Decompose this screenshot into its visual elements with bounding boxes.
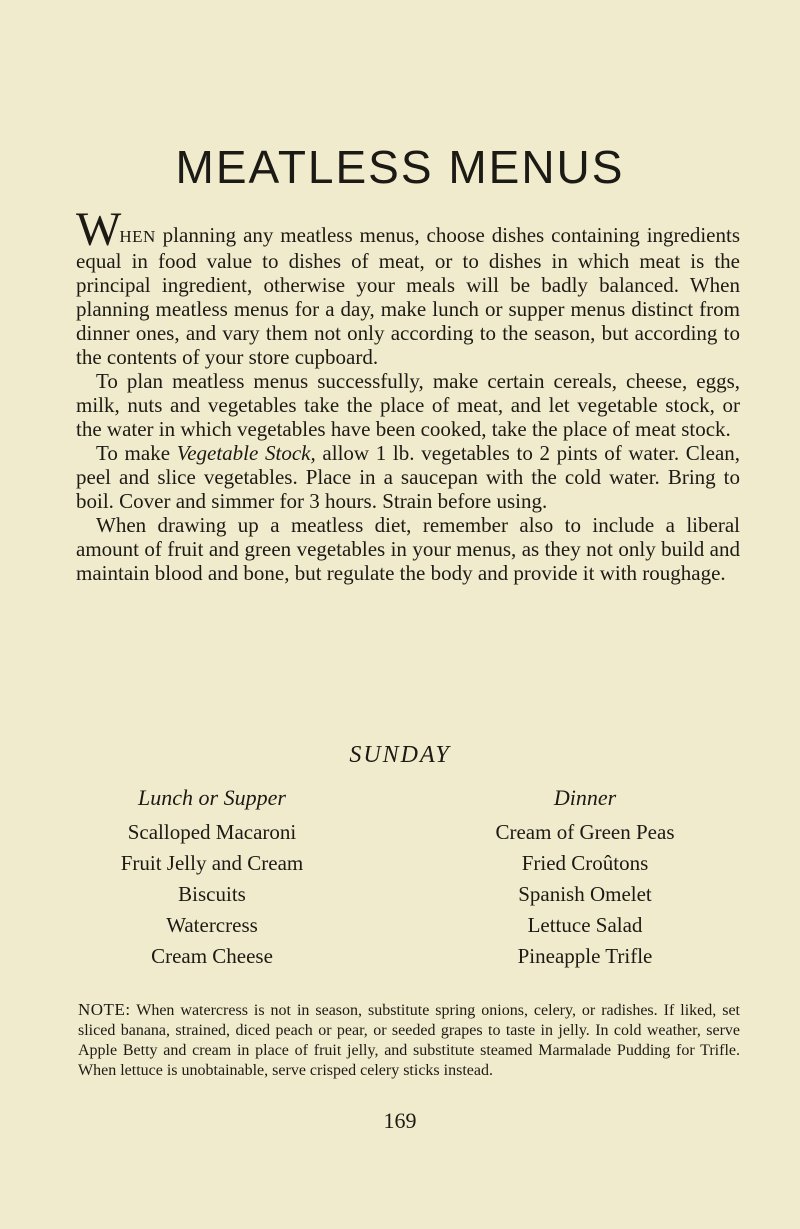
paragraph-2: To plan meatless menus successfully, make certain cereals, cheese, eggs, milk, nuts and vegetables take the place of meat, and let vegetable stock, or the water in which vegetables have been cooked, take the place of meat stock. (76, 369, 740, 441)
dinner-item: Fried Croûtons (521, 851, 649, 875)
note-label: NOTE: (78, 1000, 131, 1019)
dinner-item: Spanish Omelet (518, 882, 652, 906)
paragraph-3-text: allow 1 lb. vegetables to 2 pints of water. Clean, peel and slice vegetables. Place in a saucepan with the cold water. Bring to boil. Cover and simmer for 3 hours. Strain before using. (76, 441, 741, 513)
dinner-item: Lettuce Salad (527, 913, 643, 937)
dinner-item: Cream of Green Peas (495, 820, 675, 844)
intro-text (76, 203, 741, 585)
vegetable-stock-term: Vegetable Stock, (176, 441, 316, 465)
lunch-menu (42, 782, 382, 972)
dinner-item: Pineapple Trifle (517, 944, 653, 968)
paragraph-3-prefix: To make (96, 441, 177, 465)
paragraph-4: When drawing up a meatless diet, remember also to include a liberal amount of fruit and green vegetables in your menus, as they not only build and maintain blood and bone, but regulate the body and provide it with roughage. (76, 513, 740, 585)
note-text: When watercress is not in season, substitute spring onions, celery, or radishes. If liked, set sliced banana, strained, diced peach or pear, or seeded grapes to taste in jelly. In cold weather, serve Apple Betty and cream in place of fruit jelly, and substitute steamed Marmalade Pudding for Trifle. When lettuce is unobtainable, serve crisped celery sticks instead. (78, 1002, 740, 1079)
first-word-rest: HEN (119, 227, 156, 246)
page-title: MEATLESS MENUS (175, 141, 625, 193)
dinner-heading: Dinner (553, 785, 617, 810)
lunch-item: Biscuits (178, 882, 246, 906)
day-heading: SUNDAY (349, 742, 451, 768)
lunch-item: Watercress (166, 913, 258, 937)
lunch-heading: Lunch or Supper (138, 785, 286, 810)
note (78, 1000, 740, 1081)
lunch-item: Cream Cheese (151, 944, 273, 968)
paragraph-1 (76, 203, 740, 369)
page-number: 169 (383, 1108, 417, 1133)
drop-cap: W (76, 203, 120, 256)
paragraph-1-text: planning any meatless menus, choose dishes containing ingredients equal in food value to dishes of meat, or to dishes in which meat is the principal ingredient, otherwise your meals will be badly balanced. When planning meatless menus for a day, make lunch or supper menus distinct from dinner ones, and vary them not only according to the season, but according to the contents of your store cupboard. (76, 223, 740, 369)
lunch-item: Fruit Jelly and Cream (120, 851, 304, 875)
dinner-menu (415, 782, 755, 972)
lunch-item: Scalloped Macaroni (127, 820, 297, 844)
paragraph-3 (76, 441, 740, 513)
